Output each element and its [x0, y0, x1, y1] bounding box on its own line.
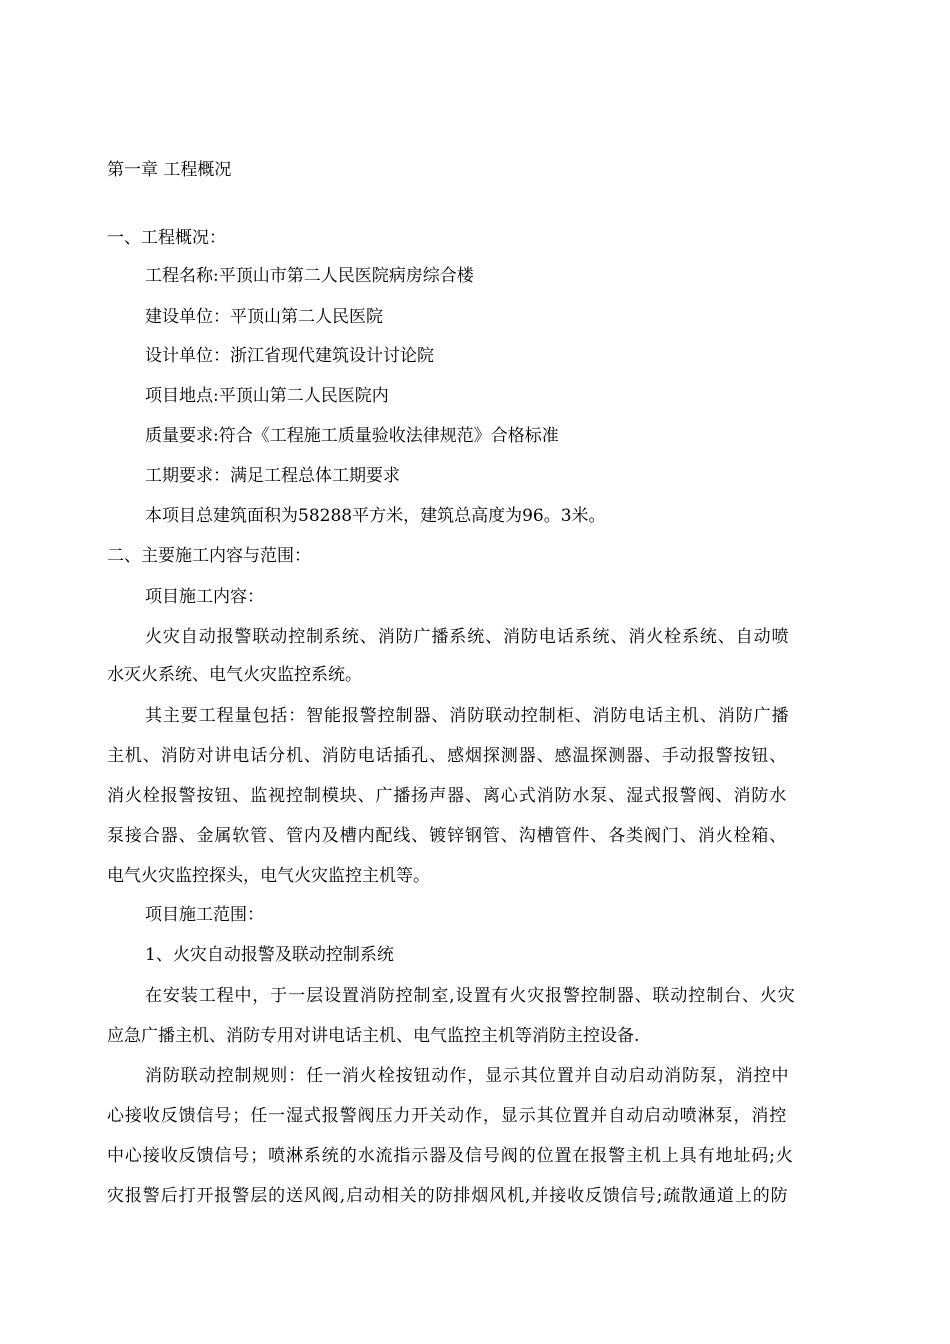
quantities-line: 泵接合器、金属软管、管内及槽内配线、镀锌钢管、沟槽管件、各类阀门、消火栓箱、: [107, 826, 788, 846]
schedule-requirement: 工期要求：满足工程总体工期要求: [145, 466, 400, 486]
quantities-line: 主机、消防对讲电话分机、消防电话插孔、感烟探测器、感温探测器、手动报警按钮、: [107, 746, 788, 766]
linkage-line: 心接收反馈信号；任一湿式报警阀压力开关动作，显示其位置并自动启动喷淋泵，消控: [107, 1106, 788, 1126]
linkage-line: 消防联动控制规则：任一消火栓按钮动作，显示其位置并自动启动消防泵，消控中: [145, 1066, 790, 1086]
construction-unit: 建设单位：平顶山第二人民医院: [145, 307, 383, 327]
linkage-line: 中心接收反馈信号；喷淋系统的水流指示器及信号阀的位置在报警主机上具有地址码;火: [107, 1146, 794, 1166]
scope-item: 1、火灾自动报警及联动控制系统: [145, 945, 394, 965]
chapter-title: 第一章 工程概况: [107, 160, 232, 180]
building-area: 本项目总建筑面积为58288平方米，建筑总高度为96。3米。: [145, 506, 606, 526]
content-line: 火灾自动报警联动控制系统、消防广播系统、消防电话系统、消火栓系统、自动喷: [145, 627, 790, 647]
control-room-line: 应急广播主机、消防专用对讲电话主机、电气监控主机等消防主控设备.: [107, 1026, 640, 1046]
project-location: 项目地点:平顶山第二人民医院内: [145, 386, 389, 406]
quality-requirement: 质量要求:符合《工程施工质量验收法律规范》合格标准: [145, 426, 559, 446]
control-room-line: 在安装工程中，于一层设置消防控制室,设置有火灾报警控制器、联动控制台、火灾: [145, 986, 796, 1006]
project-name: 工程名称:平顶山市第二人民医院病房综合楼: [145, 266, 474, 286]
scope-label: 项目施工范围：: [145, 905, 264, 925]
quantities-line: 消火栓报警按钮、监视控制模块、广播扬声器、离心式消防水泵、湿式报警阀、消防水: [107, 786, 788, 806]
quantities-line: 其主要工程量包括：智能报警控制器、消防联动控制柜、消防电话主机、消防广播: [145, 706, 790, 726]
quantities-line: 电气火灾监控探头，电气火灾监控主机等。: [107, 866, 430, 886]
content-line: 水灭火系统、电气火灾监控系统。: [107, 665, 362, 685]
content-label: 项目施工内容：: [145, 587, 264, 607]
design-unit: 设计单位：浙江省现代建筑设计讨论院: [145, 346, 434, 366]
section-heading-scope: 二、主要施工内容与范围：: [107, 546, 311, 566]
linkage-line: 灾报警后打开报警层的送风阀,启动相关的防排烟风机,并接收反馈信号;疏散通道上的防: [107, 1186, 789, 1206]
section-heading-overview: 一、工程概况：: [107, 228, 226, 248]
